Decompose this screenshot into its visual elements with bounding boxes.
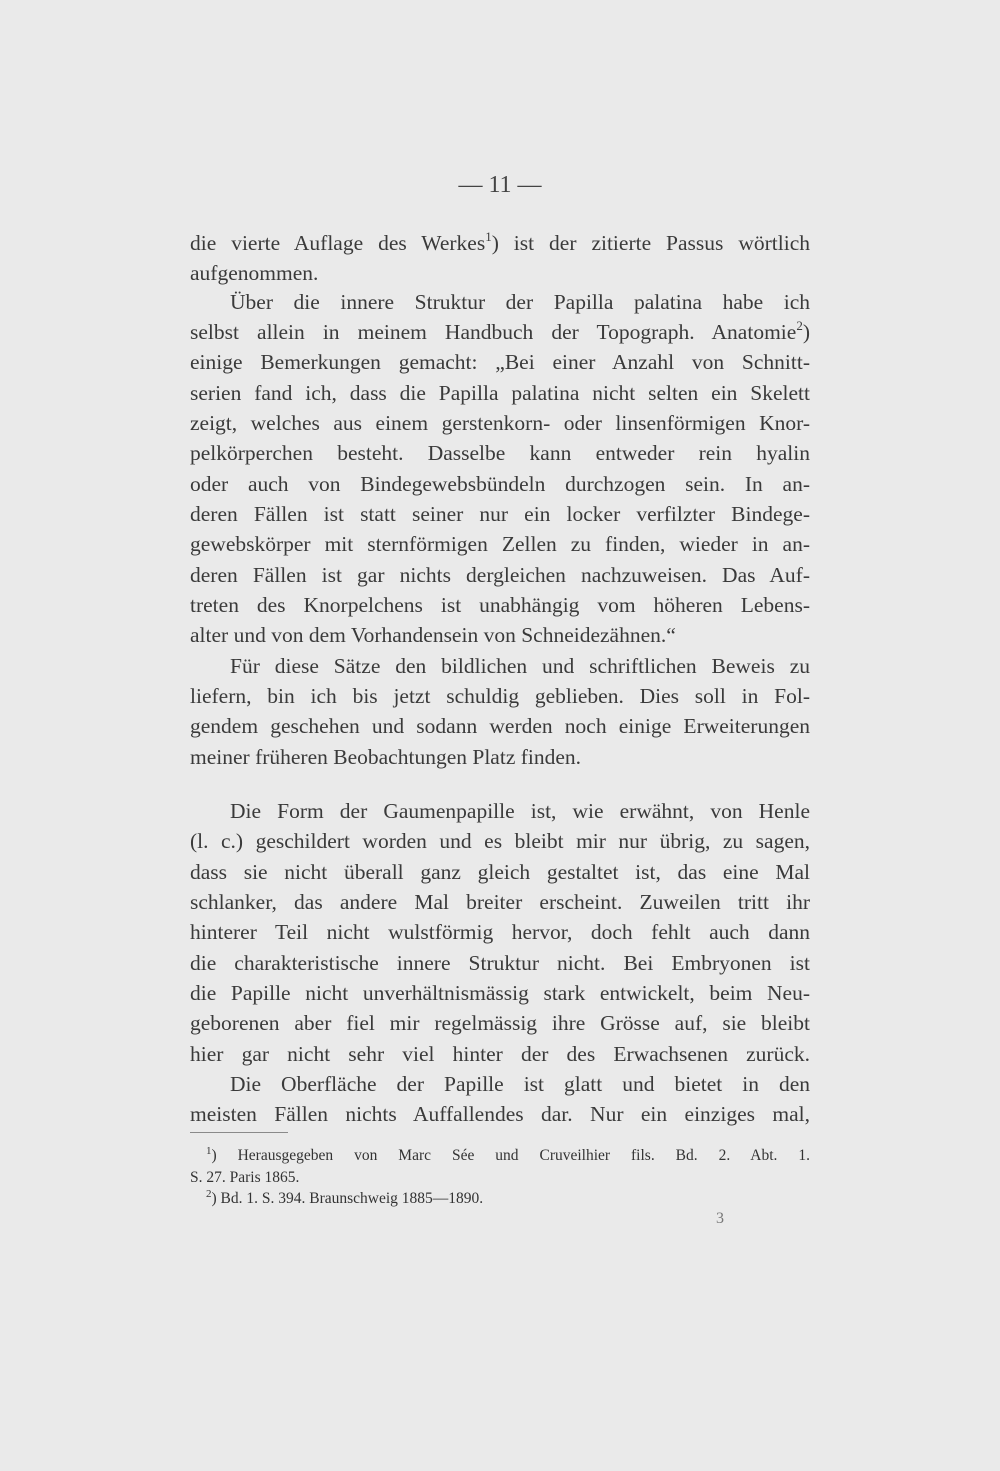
text-line: hier gar nicht sehr viel hinter der des Erwachsenen zurück. bbox=[190, 1042, 810, 1066]
text-line: meisten Fällen nichts Auffallendes dar. Nur ein einziges mal, bbox=[190, 1102, 810, 1126]
text-line: (l. c.) geschildert worden und es bleibt mir nur übrig, zu sagen, bbox=[190, 829, 810, 853]
text-line: deren Fällen ist gar nichts dergleichen nachzuweisen. Das Auf- bbox=[190, 563, 810, 587]
footnote-marker: 1 bbox=[485, 229, 492, 244]
text-line: aufgenommen. bbox=[190, 261, 319, 285]
text-line: gendem geschehen und sodann werden noch einige Erweiterungen bbox=[190, 714, 810, 738]
text-line: dass sie nicht überall ganz gleich gestaltet ist, das eine Mal bbox=[190, 860, 810, 884]
page-number: — 11 — bbox=[458, 172, 542, 198]
text-line: hinterer Teil nicht wulstförmig hervor, doch fehlt auch dann bbox=[190, 920, 810, 944]
text-line: oder auch von Bindegewebsbündeln durchzogen sein. In an- bbox=[190, 472, 810, 496]
text-line: Die Oberfläche der Papille ist glatt und bietet in den bbox=[230, 1072, 810, 1096]
signature-mark: 3 bbox=[716, 1210, 724, 1227]
text-line: pelkörperchen besteht. Dasselbe kann entweder rein hyalin bbox=[190, 441, 810, 465]
text-line: treten des Knorpelchens ist unabhängig vom höheren Lebens- bbox=[190, 593, 810, 617]
text-line: deren Fällen ist statt seiner nur ein locker verfilzter Bindege- bbox=[190, 502, 810, 526]
text-line: die vierte Auflage des Werkes$^1$) ist der zitierte Passus wörtlich bbox=[190, 229, 810, 255]
text-line: einige Bemerkungen gemacht: „Bei einer Anzahl von Schnitt- bbox=[190, 350, 810, 374]
text-line: die charakteristische innere Struktur nicht. Bei Embryonen ist bbox=[190, 951, 810, 975]
footnote-line: $^2$) Bd. 1. S. 394. Braunschweig 1885—1890. bbox=[206, 1188, 484, 1207]
text-line: selbst allein in meinem Handbuch der Topograph. Anatomie$^2$) bbox=[190, 318, 810, 344]
footnote-line: $^1$) Herausgegeben von Marc Sée und Cruveilhier fils. Bd. 2. Abt. 1. bbox=[206, 1145, 810, 1164]
text-line: liefern, bin ich bis jetzt schuldig geblieben. Dies soll in Fol- bbox=[190, 684, 810, 708]
text-line: gewebskörper mit sternförmigen Zellen zu finden, wieder in an- bbox=[190, 532, 810, 556]
text-line: Für diese Sätze den bildlichen und schriftlichen Beweis zu bbox=[230, 654, 810, 678]
text-line: zeigt, welches aus einem gerstenkorn- oder linsenförmigen Knor- bbox=[190, 411, 810, 435]
text-line: Die Form der Gaumenpapille ist, wie erwähnt, von Henle bbox=[230, 799, 810, 823]
text-line: die Papille nicht unverhältnismässig stark entwickelt, beim Neu- bbox=[190, 981, 810, 1005]
text-line: alter und von dem Vorhandensein von Schneidezähnen.“ bbox=[190, 623, 676, 647]
text-line: serien fand ich, dass die Papilla palatina nicht selten ein Skelett bbox=[190, 381, 810, 405]
text-line: schlanker, das andere Mal breiter erscheint. Zuweilen tritt ihr bbox=[190, 890, 810, 914]
footnote-rule bbox=[190, 1132, 288, 1133]
text-line: meiner früheren Beobachtungen Platz finden. bbox=[190, 745, 582, 769]
text-line: geborenen aber fiel mir regelmässig ihre Grösse auf, sie bleibt bbox=[190, 1011, 810, 1035]
footnote-marker: 2 bbox=[796, 318, 803, 333]
footnote-line: S. 27. Paris 1865. bbox=[190, 1169, 300, 1186]
text-line: Über die innere Struktur der Papilla palatina habe ich bbox=[230, 290, 810, 314]
